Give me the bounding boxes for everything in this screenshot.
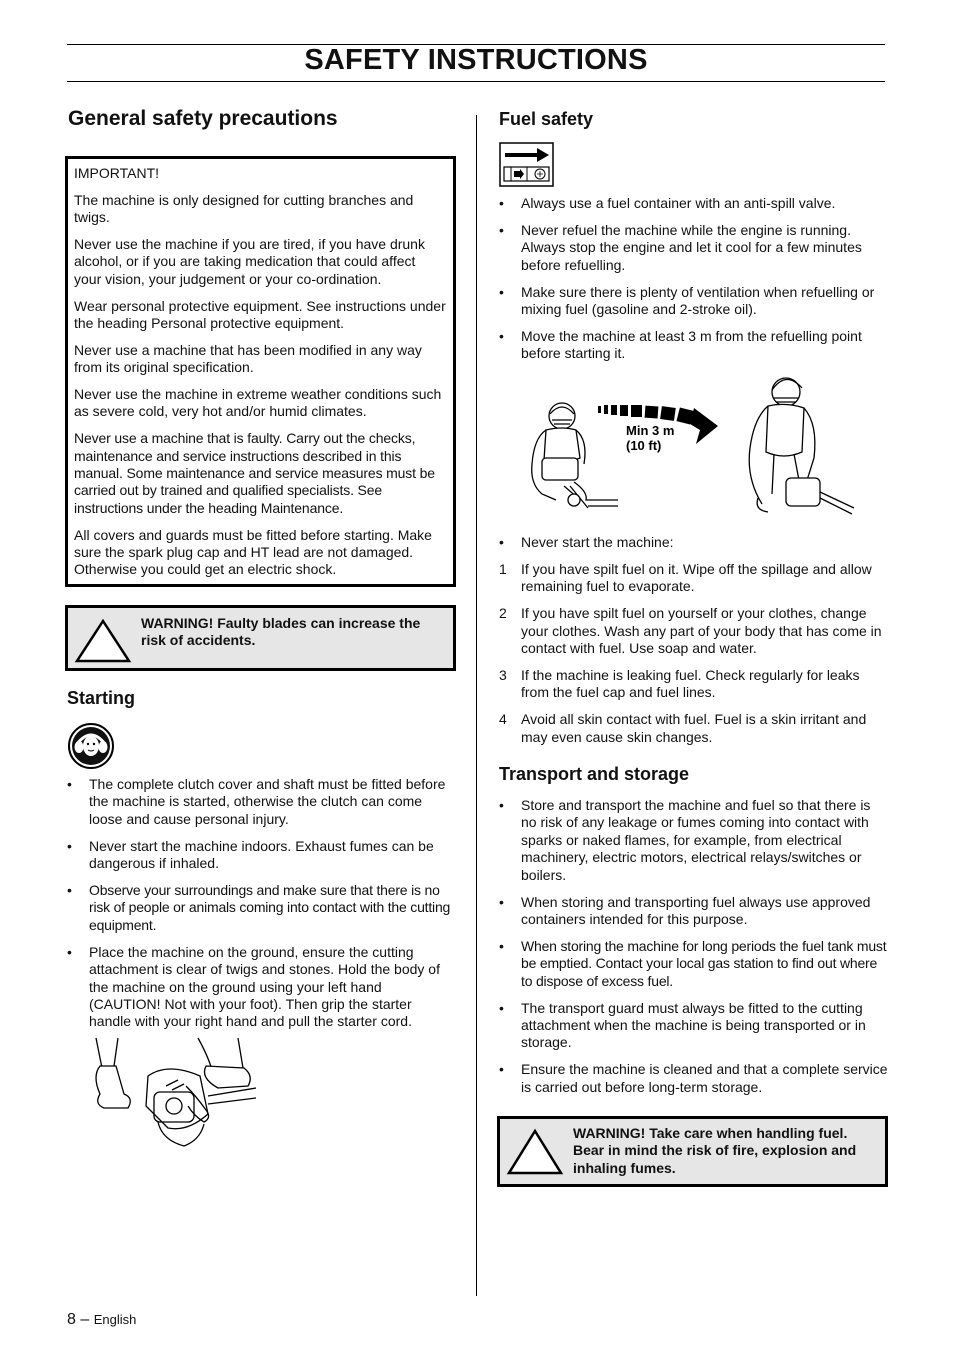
transport-list [499, 797, 889, 1106]
general-heading: General safety precautions [68, 107, 338, 130]
numbered-item-text: If the machine is leaking fuel. Check regularly for leaks from the fuel cap and fuel lines. [521, 666, 860, 701]
refuel-move-icon [499, 142, 554, 187]
column-divider [476, 115, 477, 1296]
bullet: • [499, 195, 504, 211]
bullet: • [499, 797, 504, 813]
bullet: • [67, 837, 72, 854]
list-item [67, 776, 455, 828]
distance-label: Min 3 m [626, 423, 675, 438]
page-title: SAFETY INSTRUCTIONS [304, 44, 648, 76]
starting-list [67, 776, 455, 1040]
list-item [499, 534, 887, 551]
list-item-text: When storing the machine for long periods the fuel tank must be emptied. Contact your local gas station to find out where to dispose of excess fuel. [521, 937, 887, 989]
list-item [499, 1061, 889, 1096]
list-item [499, 222, 887, 274]
bullet: • [499, 1061, 504, 1078]
numbered-item [499, 711, 887, 746]
numbered-item [499, 605, 887, 657]
important-paragraph: Wear personal protective equipment. See instructions under the heading Personal protective equipment. [74, 297, 446, 332]
list-item [67, 944, 455, 1031]
item-number: 1 [499, 560, 507, 577]
numbered-item [499, 561, 887, 596]
fuel-list [499, 195, 887, 372]
list-item-text: Make sure there is plenty of ventilation when refuelling or mixing fuel (gasoline and 2-stroke oil). [521, 283, 875, 318]
bullet: • [499, 534, 504, 550]
important-box [65, 156, 456, 587]
list-item-text: The transport guard must always be fitted to the cutting attachment when the machine is being transported or in storage. [521, 999, 866, 1051]
list-item [499, 894, 889, 929]
list-item [67, 882, 455, 934]
list-item-text: Observe your surroundings and make sure that there is no risk of people or animals coming into contact with the cutting equipment. [89, 882, 451, 933]
numbered-item [499, 667, 887, 702]
ear-protection-icon [67, 722, 115, 770]
footer-language: English [93, 1312, 137, 1327]
item-number: 4 [499, 711, 507, 728]
important-paragraph: Never use a machine that is faulty. Carry out the checks, maintenance and service instructions described in this manual. Some maintenance and service measures must be carried out by trained and qualified specialists. See instructions under the heading Maintenance. [74, 430, 435, 516]
page-number: 8 [67, 1311, 76, 1328]
starting-illustration [88, 1036, 258, 1154]
fuel-heading: Fuel safety [499, 109, 594, 129]
list-item-text: Never start the machine: [521, 534, 674, 550]
footer-dash: – [80, 1311, 90, 1328]
list-item [67, 838, 455, 873]
list-item [499, 938, 889, 990]
item-number: 3 [499, 666, 507, 683]
important-paragraph: Never use the machine if you are tired, if you have drunk alcohol, or if you are taking medication that could affect your vision, your judgement or your co-ordination. [74, 236, 425, 287]
bullet: • [67, 776, 72, 792]
list-item-text: Place the machine on the ground, ensure the cutting attachment is clear of twigs and stones. Hold the body of the machine on the ground using your left hand (CAUTION! Not with your foot). Then grip the starter handle with your right hand and pull the starter cord. [89, 943, 440, 1030]
fuel-warning-box [497, 1116, 888, 1187]
blade-warning-text: WARNING! Faulty blades can increase the risk of accidents. [141, 615, 421, 649]
list-item-text: Ensure the machine is cleaned and that a complete service is carried out before long-term storage. [521, 1061, 888, 1095]
bullet: • [499, 937, 504, 954]
item-number: 2 [499, 605, 507, 622]
list-item [499, 797, 889, 884]
never-start-list [499, 534, 887, 756]
page-footer [67, 1311, 136, 1329]
important-paragraph: The machine is only designed for cutting branches and twigs. [74, 191, 414, 226]
list-item-text: Always use a fuel container with an anti-spill valve. [521, 195, 836, 211]
distance-label-ft: (10 ft) [626, 438, 662, 453]
header-bottom-rule [67, 81, 885, 82]
important-paragraph: Never use a machine that has been modified in any way from its original specification. [74, 341, 422, 376]
bullet: • [499, 327, 504, 344]
transport-heading: Transport and storage [499, 764, 690, 784]
refuel-distance-illustration [518, 368, 858, 516]
bullet: • [67, 882, 72, 899]
bullet: • [499, 283, 504, 300]
bullet: • [499, 893, 504, 910]
numbered-item-text: If you have spilt fuel on it. Wipe off the spillage and allow remaining fuel to evaporate. [521, 560, 872, 595]
warning-triangle-icon [506, 1128, 564, 1176]
list-item-text: When storing and transporting fuel always use approved containers intended for this purpose. [521, 893, 871, 927]
important-label: IMPORTANT! [74, 165, 160, 181]
important-paragraph: All covers and guards must be fitted before starting. Make sure the spark plug cap and HT lead are not damaged. Otherwise you could get an electric shock. [74, 526, 432, 578]
list-item-text: Never refuel the machine while the engine is running. Always stop the engine and let it cool for a few minutes before refuelling. [521, 221, 862, 273]
bullet: • [67, 943, 72, 960]
list-item [499, 328, 887, 363]
list-item [499, 195, 887, 212]
list-item [499, 1000, 889, 1052]
list-item-text: Never start the machine indoors. Exhaust fumes can be dangerous if inhaled. [89, 837, 434, 872]
list-item-text: Store and transport the machine and fuel so that there is no risk of any leakage or fumes coming into contact with sparks or naked flames, for example, from electrical machinery, electric motors, electrical relays/switches or boilers. [521, 797, 871, 883]
numbered-item-text: If you have spilt fuel on yourself or your clothes, change your clothes. Wash any part of your body that has come in contact with fuel. Use soap and water. [521, 605, 882, 657]
numbered-item-text: Avoid all skin contact with fuel. Fuel is a skin irritant and may even cause skin changes. [521, 711, 867, 745]
warning-triangle-icon [74, 618, 132, 664]
list-item-text: Move the machine at least 3 m from the refuelling point before starting it. [521, 327, 862, 362]
fuel-warning-text: WARNING! Take care when handling fuel. Bear in mind the risk of fire, explosion and inhaling fumes. [573, 1125, 857, 1176]
bullet: • [499, 999, 504, 1016]
starting-heading: Starting [67, 688, 136, 708]
important-paragraph: Never use the machine in extreme weather conditions such as severe cold, very hot and/or humid climates. [74, 386, 442, 420]
bullet: • [499, 221, 504, 238]
list-item-text: The complete clutch cover and shaft must be fitted before the machine is started, otherwise the clutch can come loose and cause personal injury. [89, 776, 446, 827]
list-item [499, 284, 887, 319]
blade-warning-box [65, 605, 456, 671]
